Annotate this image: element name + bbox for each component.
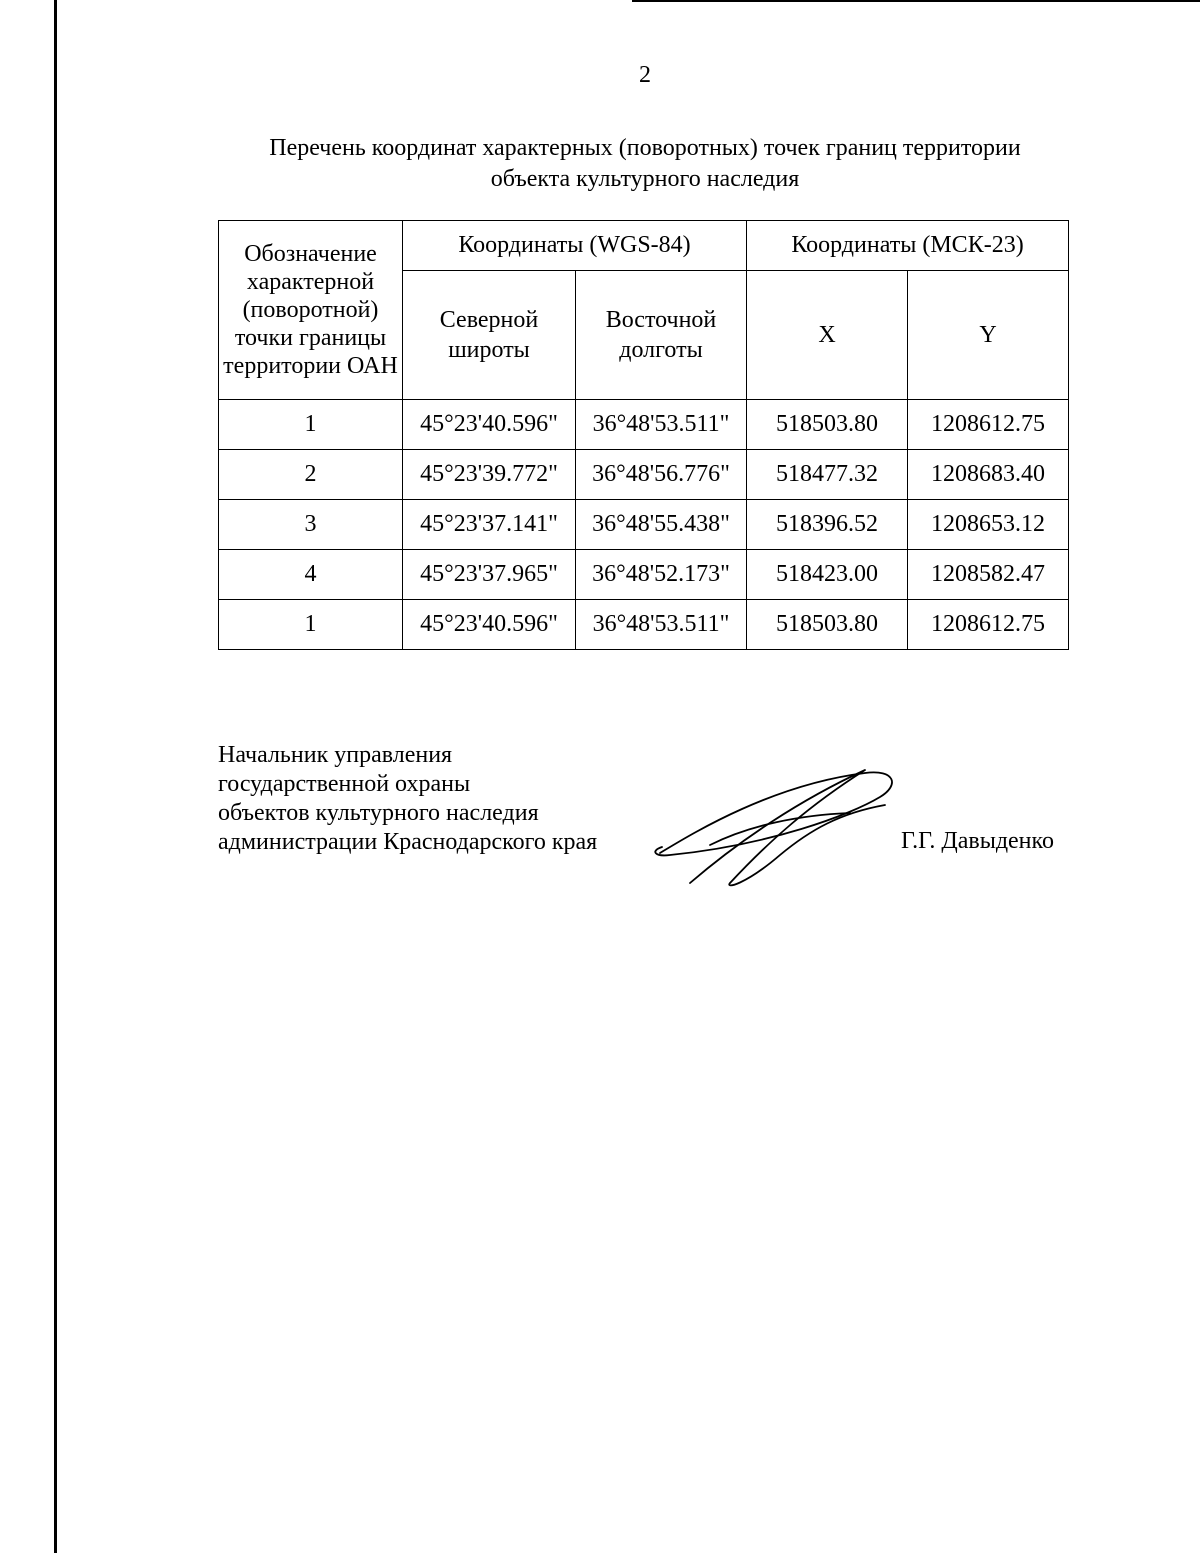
- x-cell: 518503.80: [747, 400, 908, 450]
- signer-name: Г.Г. Давыденко: [901, 828, 1054, 854]
- table-row: [219, 550, 1069, 600]
- y-cell: 1208612.75: [908, 600, 1069, 650]
- point-number-cell: 2: [219, 450, 403, 500]
- table-row: [219, 500, 1069, 550]
- longitude-cell: 36°48'55.438": [576, 500, 747, 550]
- signatory-position: [218, 741, 597, 857]
- position-line-3: объектов культурного наследия: [218, 800, 539, 826]
- latitude-cell: 45°23'37.141": [403, 500, 576, 550]
- y-cell: 1208683.40: [908, 450, 1069, 500]
- header-point-designation: Обозначение характерной (поворотной) точки границы территории ОАН: [219, 221, 403, 400]
- point-number-cell: 1: [219, 400, 403, 450]
- position-line-4: администрации Краснодарского края: [218, 829, 598, 855]
- document-title: [200, 133, 1090, 195]
- left-margin-line: [54, 0, 57, 1553]
- position-line-1: Начальник управления: [218, 742, 453, 768]
- x-cell: 518477.32: [747, 450, 908, 500]
- table-row: [219, 450, 1069, 500]
- longitude-cell: 36°48'53.511": [576, 600, 747, 650]
- header-y: Y: [908, 271, 1069, 400]
- table-row: [219, 600, 1069, 650]
- latitude-cell: 45°23'39.772": [403, 450, 576, 500]
- longitude-cell: 36°48'53.511": [576, 400, 747, 450]
- latitude-cell: 45°23'40.596": [403, 600, 576, 650]
- longitude-cell: 36°48'52.173": [576, 550, 747, 600]
- y-cell: 1208612.75: [908, 400, 1069, 450]
- header-wgs84: Координаты (WGS-84): [403, 221, 747, 271]
- latitude-cell: 45°23'37.965": [403, 550, 576, 600]
- point-number-cell: 4: [219, 550, 403, 600]
- y-cell: 1208653.12: [908, 500, 1069, 550]
- title-line-2: объекта культурного наследия: [490, 166, 800, 192]
- point-number-cell: 1: [219, 600, 403, 650]
- point-number-cell: 3: [219, 500, 403, 550]
- position-line-2: государственной охраны: [218, 771, 471, 797]
- y-cell: 1208582.47: [908, 550, 1069, 600]
- header-x: X: [747, 271, 908, 400]
- coordinates-table: [218, 220, 1069, 650]
- header-msk23: Координаты (МСК-23): [747, 221, 1069, 271]
- header-north-latitude: Северной широты: [403, 271, 576, 400]
- latitude-cell: 45°23'40.596": [403, 400, 576, 450]
- header-east-longitude: Восточной долготы: [576, 271, 747, 400]
- page-number: 2: [639, 62, 651, 88]
- handwritten-signature: [650, 765, 900, 890]
- top-edge-line: [632, 0, 1200, 2]
- x-cell: 518423.00: [747, 550, 908, 600]
- longitude-cell: 36°48'56.776": [576, 450, 747, 500]
- x-cell: 518503.80: [747, 600, 908, 650]
- x-cell: 518396.52: [747, 500, 908, 550]
- table-row: [219, 400, 1069, 450]
- title-line-1: Перечень координат характерных (поворотных) точек границ территории: [269, 135, 1021, 161]
